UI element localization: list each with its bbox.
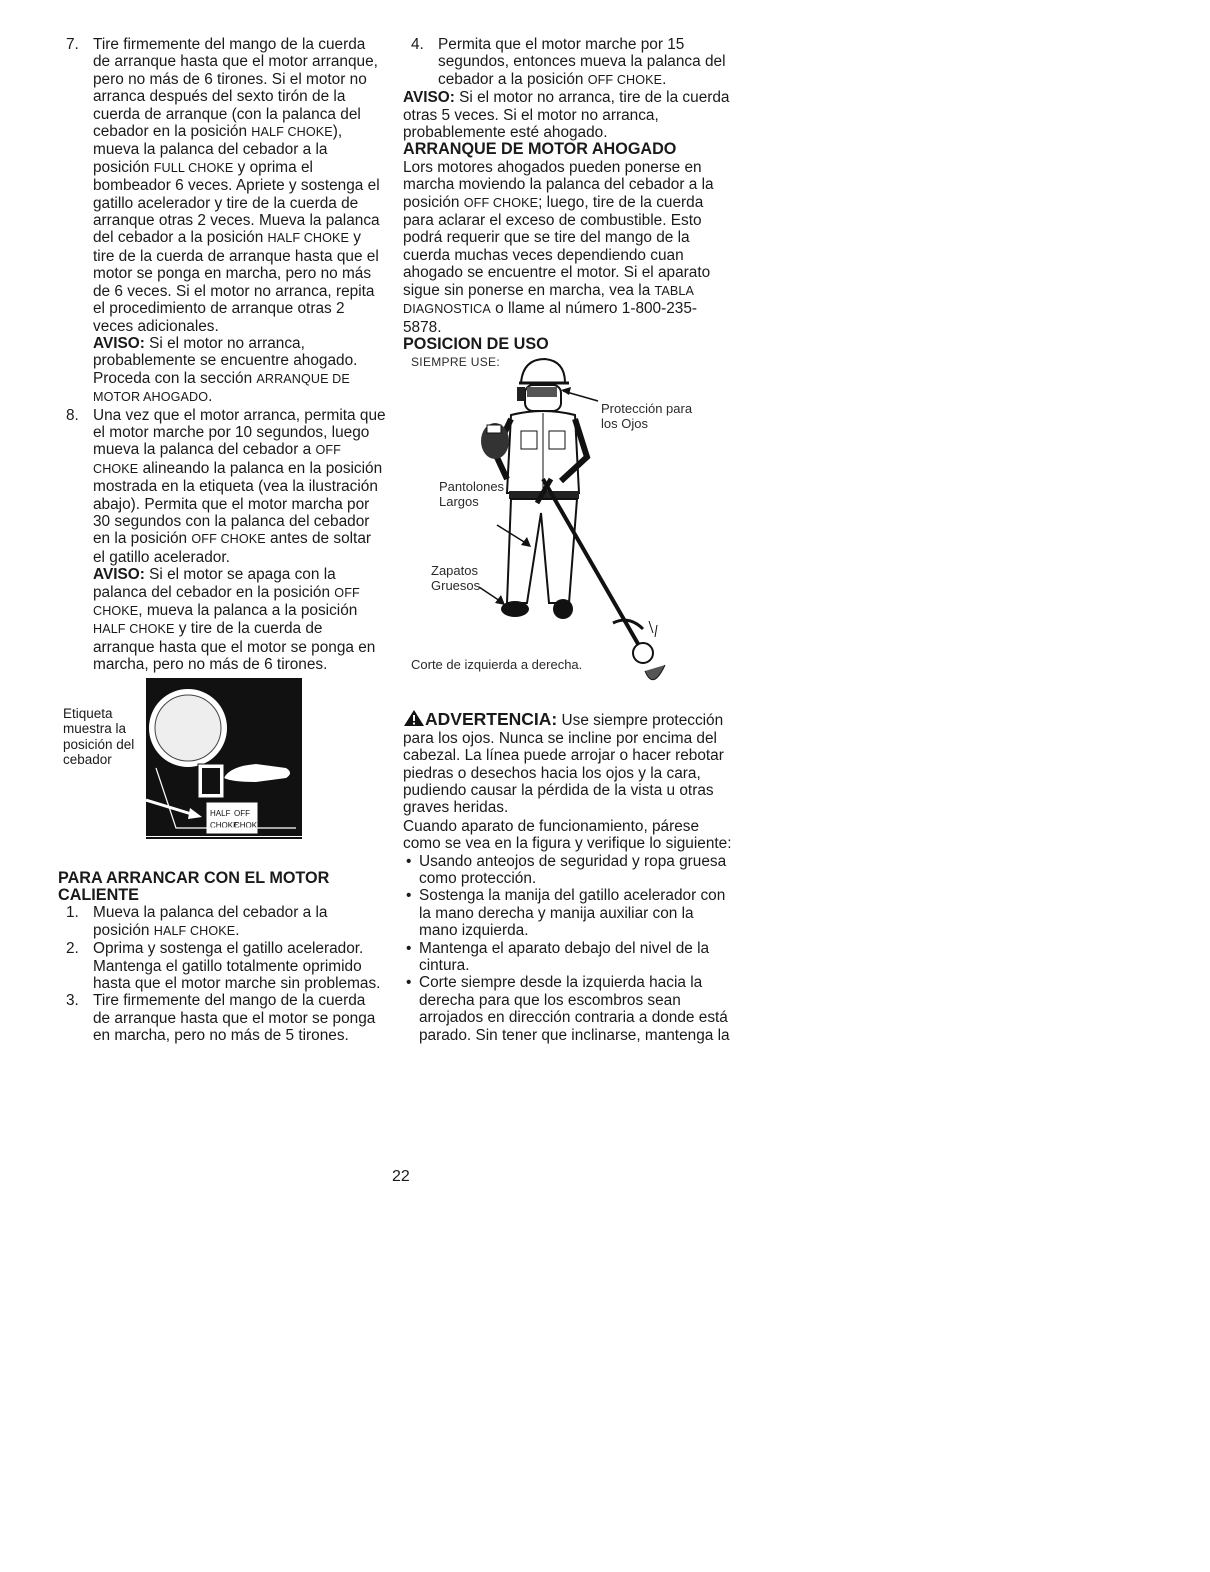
- choke-term: OFF CHOKE: [463, 195, 539, 210]
- choke-term: OFF CHOKE: [93, 443, 341, 476]
- bullet: •: [406, 887, 412, 905]
- section-reference: TABLA DIAGNOSTICA: [403, 283, 694, 317]
- arrowhead-icon: [561, 387, 571, 395]
- hot-step-2: [58, 940, 386, 992]
- choke-label-figure: [58, 678, 386, 866]
- figure-caption: Etiqueta muestra la posición del cebador: [63, 705, 135, 768]
- helmet-icon: [521, 359, 565, 383]
- long-pants-label: Pantolones Largos: [439, 479, 505, 510]
- choke-term: HALF CHOKE: [153, 923, 236, 938]
- step-text: [93, 904, 386, 940]
- choke-term: HALF CHOKE: [267, 231, 350, 246]
- text-segment: ), mueva la palanca del cebador a la posición: [93, 123, 343, 176]
- right-shoe-icon: [553, 599, 573, 619]
- aviso-label: AVISO:: [93, 566, 145, 584]
- section-reference: ARRANQUE DE MOTOR AHOGADO: [93, 371, 350, 405]
- safety-glasses-icon: [527, 387, 557, 397]
- ear-protection-icon: [517, 387, 525, 401]
- list-item: [403, 853, 733, 888]
- step-number: 1.: [66, 904, 79, 922]
- eye-protection-label: Protección para los Ojos: [601, 401, 693, 432]
- step-8: [58, 407, 386, 674]
- list-item: [403, 887, 733, 939]
- left-column: [58, 36, 386, 1045]
- list-item-text: Corte siempre desde la izquierda hacia la derecha para que los escombros sean arrojados en dirección contraria a donde está parado. Sin tener que inclinarse, mantenga la: [419, 974, 730, 1044]
- operate-intro: Cuando aparato de funcionamiento, párese como se vea en la figura y verifique lo siguiente:: [403, 817, 732, 853]
- text-segment: Si el motor no arranca, probablemente se encuentre ahogado. Proceda con la sección: [93, 334, 358, 387]
- aviso-note: [93, 335, 386, 407]
- text-segment: y oprima el bombeador 6 veces. Apriete y sostenga el gatillo acelerador y tire de la cuerda de arranque otras 2 veces. Mueva la palanca del cebador a la posición: [93, 158, 380, 247]
- text-segment: y tire de la cuerda de arranque hasta que el motor se ponga en marcha, pero no más de 6 tirones.: [93, 620, 376, 674]
- text-segment: .: [208, 388, 213, 406]
- step-number: 2.: [66, 940, 79, 958]
- choke-text: CHOKE: [210, 820, 239, 830]
- left-shoe-icon: [501, 601, 529, 617]
- text-segment: Mueva la palanca del cebador a la posición: [93, 904, 328, 939]
- operating-position-figure: [403, 353, 733, 703]
- siempre-use-label: SIEMPRE USE:: [411, 355, 500, 370]
- aviso-note: [403, 89, 733, 141]
- aviso-label: AVISO:: [403, 89, 455, 107]
- choke-term: FULL CHOKE: [153, 160, 234, 175]
- arrowhead-icon: [495, 595, 505, 605]
- aviso-label: AVISO:: [93, 334, 145, 352]
- text-segment: Permita que el motor marche por 15 segundos, entonces mueva la palanca del cebador a la posición: [438, 36, 726, 88]
- step-text: Oprima y sostenga el gatillo acelerador. Mantenga el gatillo totalmente oprimido hasta que el motor marche sin problemas.: [93, 940, 381, 993]
- step-number: 7.: [66, 36, 79, 53]
- list-item-text: Usando anteojos de seguridad y ropa gruesa como protección.: [419, 852, 727, 887]
- aviso-note: [93, 566, 386, 673]
- text-segment: , mueva la palanca a la posición: [138, 602, 358, 619]
- step-number: 3.: [66, 992, 79, 1010]
- step-number: 4.: [411, 36, 424, 53]
- text-segment: ; luego, tire de la cuerda para aclarar el exceso de combustible. Esto podrá requerir que se tire del mango de la cuerda muchas veces dependiendo cuan ahogado se encuentre el motor. Si el aparato sigue sin ponerse en marcha, vea la: [403, 193, 711, 299]
- text-segment: o llame al número 1-800-235-5878.: [403, 300, 698, 336]
- warning-triangle-icon: [403, 709, 425, 727]
- right-column: [403, 36, 733, 1044]
- choke-term: HALF CHOKE: [251, 125, 333, 140]
- choke-text: CHOKE: [234, 820, 263, 830]
- text-segment: Una vez que el motor arranca, permita que el motor marche por 10 segundos, luego mueva la palanca del cebador a: [93, 406, 386, 459]
- bullet: •: [406, 852, 412, 870]
- step-text: [93, 36, 386, 335]
- text-segment: Lors motores ahogados pueden ponerse en marcha moviendo la palanca del cebador a la posición: [403, 158, 714, 211]
- heavy-shoes-label: Zapatos Gruesos: [431, 563, 481, 594]
- text-segment: Use siempre protección para los ojos. Nunca se incline por encima del cabezal. La línea puede arrojar o hacer rebotar piedras o desechos hacia los ojos y la cara, pudiendo causar la pérdida de la vista u otras graves heridas.: [403, 712, 724, 817]
- flooded-heading: ARRANQUE DE MOTOR AHOGADO: [403, 140, 677, 159]
- hot-start-heading: PARA ARRANCAR CON EL MOTOR CALIENTE: [58, 868, 330, 905]
- list-item: [403, 940, 733, 975]
- off-text: OFF: [234, 808, 250, 818]
- step-4: [403, 36, 733, 89]
- text-segment: Si el motor se apaga con la palanca del cebador en la posición: [93, 566, 336, 601]
- list-item-text: Sostenga la manija del gatillo acelerador con la mano derecha y manija auxiliar con la mano izquierda.: [419, 887, 726, 940]
- text-segment: y tire de la cuerda de arranque hasta que el motor se ponga en marcha, pero no más de 6 veces. Si el motor no arranca, repita el procedimiento de arranque otras 2 veces adicionales.: [93, 229, 379, 335]
- primer-bulb-inner-icon: [155, 695, 221, 761]
- list-item-text: Mantenga el aparato debajo del nivel de la cintura.: [419, 939, 710, 974]
- step-number: 8.: [66, 406, 79, 424]
- page-number: 22: [392, 1168, 410, 1185]
- hot-step-1: [58, 904, 386, 940]
- text-segment: alineando la palanca en la posición mostrada en la etiqueta (vea la ilustración abajo). Permita que el motor marcha por 30 segundos con la palanca del cebador en la posición: [93, 459, 383, 548]
- use-position-heading: POSICION DE USO: [403, 334, 549, 353]
- text-segment: Si el motor no arranca, tire de la cuerda otras 5 veces. Si el motor no arranca, probablemente esté ahogado.: [403, 89, 730, 142]
- warning-block: [403, 709, 733, 816]
- text-segment: antes de soltar el gatillo acelerador.: [93, 530, 372, 566]
- choke-term: OFF CHOKE: [191, 532, 266, 547]
- list-item: [403, 974, 733, 1044]
- choke-term: OFF CHOKE: [93, 585, 360, 618]
- bullet: •: [406, 974, 412, 992]
- step-text: [438, 36, 733, 89]
- debris-icon: [649, 621, 657, 637]
- text-segment: .: [662, 70, 667, 88]
- half-text: HALF: [210, 808, 231, 818]
- choke-term: OFF CHOKE: [587, 72, 663, 87]
- engine-cap: [487, 425, 501, 433]
- step-text: Tire firmemente del mango de la cuerda de arranque hasta que el motor se ponga en marcha, pero no más de 5 tirones.: [93, 992, 376, 1045]
- text-segment: .: [235, 921, 240, 939]
- pants-icon: [507, 499, 577, 603]
- choke-label-illustration: [146, 678, 306, 856]
- step-text: [93, 407, 386, 567]
- flooded-text: [403, 159, 733, 336]
- cut-direction-caption: Corte de izquierda a derecha.: [411, 657, 583, 673]
- bullet: •: [406, 939, 412, 957]
- label-plate-inner-icon: [202, 768, 220, 794]
- hot-step-3: [58, 992, 386, 1044]
- step-7: [58, 36, 386, 407]
- text-segment: Tire firmemente del mango de la cuerda de arranque hasta que el motor arranque, pero no más de 6 tirones. Si el motor no arranca después del sexto tirón de la cuerda de arranque (con la palanca del cebador en la posición: [93, 36, 378, 141]
- choke-term: HALF CHOKE: [93, 622, 175, 637]
- warning-label: ADVERTENCIA:: [425, 709, 558, 730]
